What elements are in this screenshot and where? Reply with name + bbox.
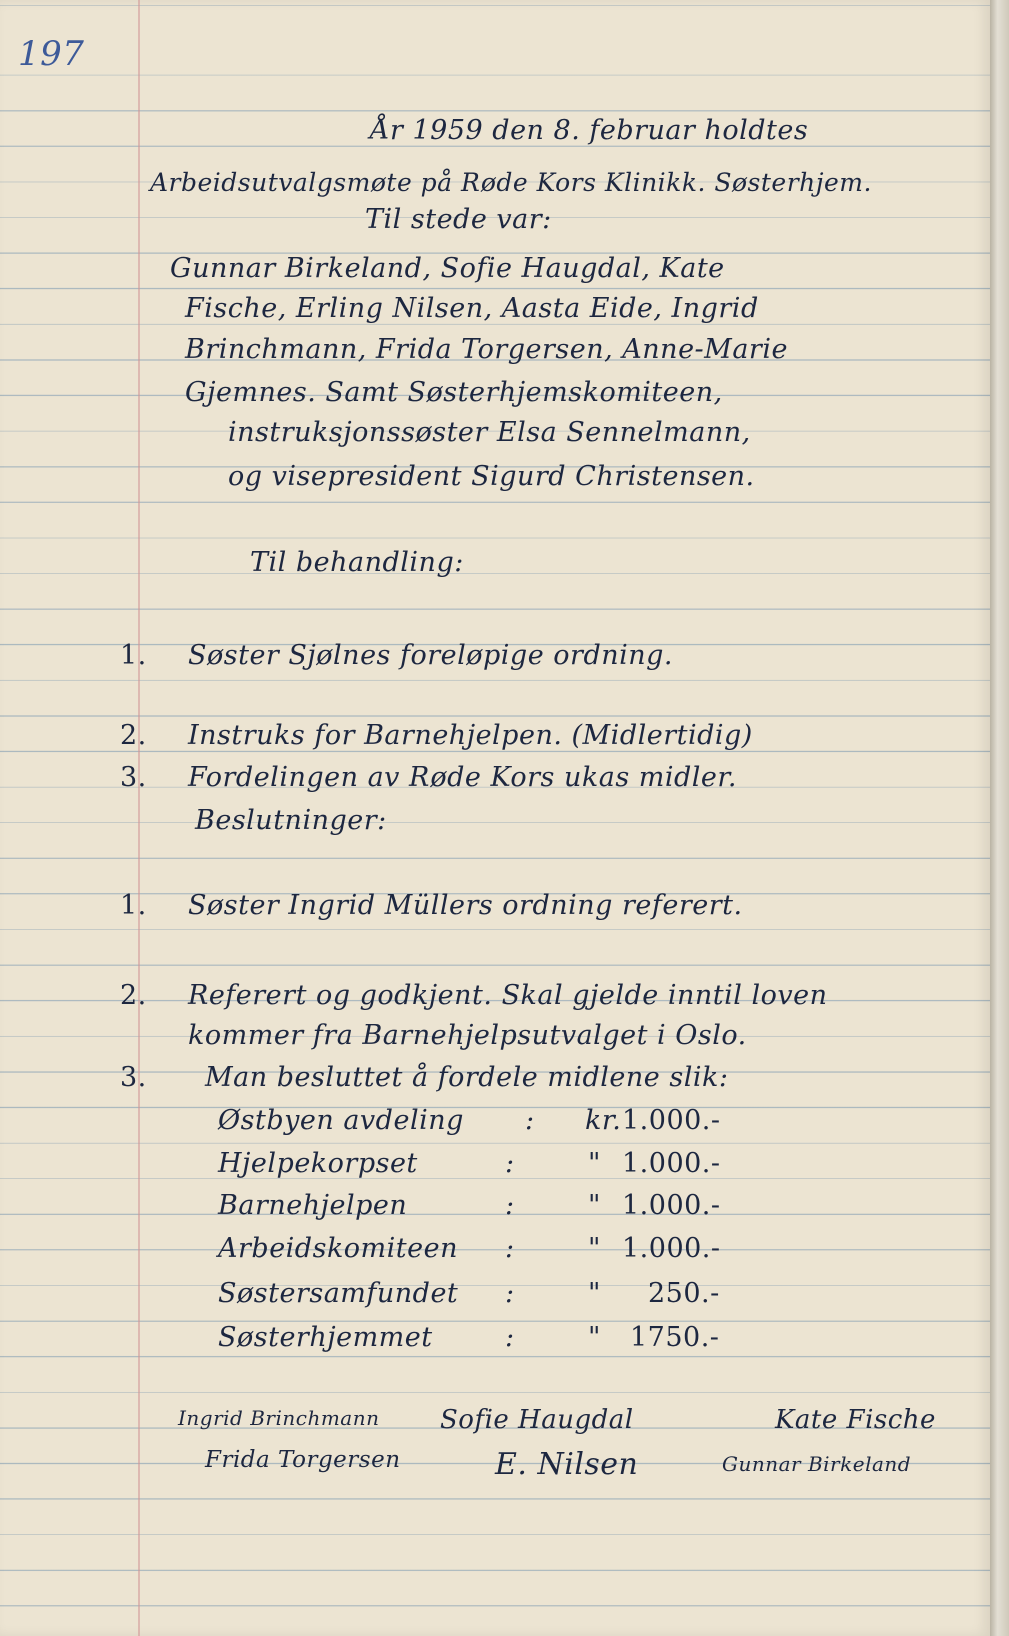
decisions-heading: Beslutninger: (195, 805, 387, 836)
header-line-3: Til stede var: (365, 204, 552, 235)
decision-3-number: 3. (120, 1062, 147, 1093)
attendee-line-6: og visepresident Sigurd Christensen. (228, 461, 755, 492)
allocation-separator: : (505, 1190, 515, 1221)
header-line-1: År 1959 den 8. februar holdtes (370, 115, 809, 146)
attendee-line-4: Gjemnes. Samt Søsterhjemskomiteen, (185, 377, 723, 408)
agenda-item-3-number: 3. (120, 762, 147, 793)
allocation-amount: 1.000.- (622, 1233, 721, 1264)
allocation-separator: : (505, 1278, 515, 1309)
allocation-amount: 1.000.- (622, 1105, 721, 1136)
allocation-prefix: " (588, 1233, 601, 1264)
agenda-heading: Til behandling: (250, 547, 464, 578)
allocation-amount: 250.- (648, 1278, 720, 1309)
allocation-separator: : (505, 1148, 515, 1179)
agenda-item-2-number: 2. (120, 720, 147, 751)
agenda-item-1-number: 1. (120, 640, 147, 671)
page-number: 197 (18, 34, 85, 74)
allocation-separator: : (505, 1322, 515, 1353)
agenda-item-3-text: Fordelingen av Røde Kors ukas midler. (188, 762, 737, 793)
page-binding-edge (990, 0, 1009, 1636)
signature-kate-fische: Kate Fische (775, 1405, 936, 1435)
decision-1-number: 1. (120, 890, 147, 921)
signature-ingrid-brinchmann: Ingrid Brinchmann (178, 1406, 380, 1430)
allocation-prefix: " (588, 1148, 601, 1179)
allocation-prefix: " (588, 1278, 601, 1309)
allocation-prefix: " (588, 1322, 601, 1353)
allocation-amount: 1.000.- (622, 1148, 721, 1179)
allocation-label: Søstersamfundet (218, 1278, 459, 1309)
attendee-line-5: instruksjonssøster Elsa Sennelmann, (228, 417, 751, 448)
allocation-amount: 1750.- (630, 1322, 720, 1353)
allocation-label: Hjelpekorpset (218, 1148, 418, 1179)
allocation-separator: : (525, 1105, 535, 1136)
allocation-prefix: " (588, 1190, 601, 1221)
allocation-label: Barnehjelpen (218, 1190, 408, 1221)
signature-e-nilsen: E. Nilsen (495, 1447, 639, 1482)
allocation-amount: 1.000.- (622, 1190, 721, 1221)
decision-2-text-line-1: Referert og godkjent. Skal gjelde inntil loven (188, 980, 828, 1011)
allocation-label: Søsterhjemmet (218, 1322, 433, 1353)
margin-line (138, 0, 140, 1636)
signature-sofie-haugdal: Sofie Haugdal (440, 1405, 634, 1435)
decision-3-text: Man besluttet å fordele midlene slik: (205, 1062, 729, 1093)
signature-frida-torgersen: Frida Torgersen (205, 1447, 401, 1473)
signature-gunnar-birkeland: Gunnar Birkeland (722, 1452, 912, 1476)
attendee-line-2: Fische, Erling Nilsen, Aasta Eide, Ingrid (185, 293, 759, 324)
header-line-2: Arbeidsutvalgsmøte på Røde Kors Klinikk. Søsterhjem. (150, 168, 872, 197)
allocation-prefix: kr. (585, 1105, 622, 1136)
decision-2-number: 2. (120, 980, 147, 1011)
allocation-label: Østbyen avdeling (218, 1105, 464, 1136)
decision-1-text: Søster Ingrid Müllers ordning referert. (188, 890, 743, 921)
attendee-line-3: Brinchmann, Frida Torgersen, Anne-Marie (185, 334, 788, 365)
agenda-item-2-text: Instruks for Barnehjelpen. (Midlertidig) (188, 720, 753, 751)
decision-2-text-line-2: kommer fra Barnehjelpsutvalget i Oslo. (188, 1020, 747, 1051)
allocation-label: Arbeidskomiteen (218, 1233, 458, 1264)
agenda-item-1-text: Søster Sjølnes foreløpige ordning. (188, 640, 674, 671)
attendee-line-1: Gunnar Birkeland, Sofie Haugdal, Kate (170, 253, 725, 284)
allocation-separator: : (505, 1233, 515, 1264)
